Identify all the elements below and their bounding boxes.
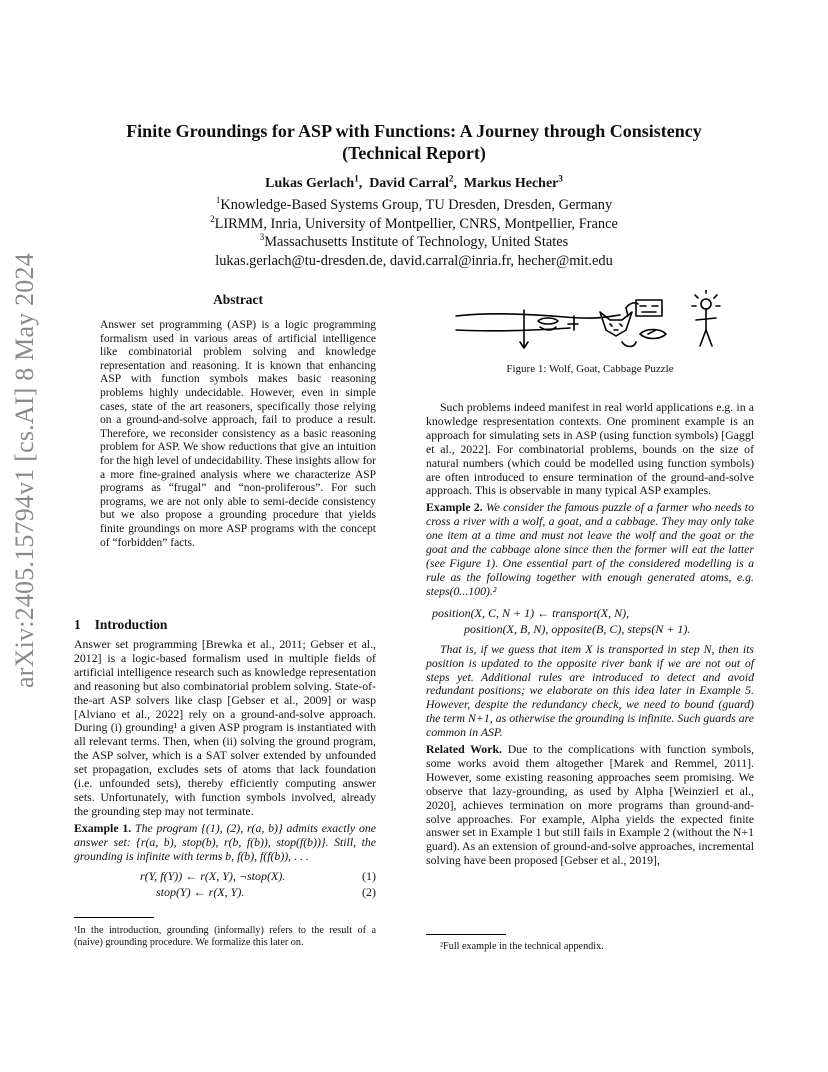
- right-paragraph: Such problems indeed manifest in real world applications e.g. in a knowledge respresentation contexts. One prominent example is an approach for simulating sets in ASP (using function symbols) [Gaggl et al., 2022]. For combinatorial problems, bounds on the size of natural numbers (which could be modelled using function symbols) are often introduced to ensure termination of the ground-and-solve approach. This is observable in many typical ASP examples.: [426, 400, 754, 498]
- footnote-rule: [426, 934, 506, 935]
- example-1: [74, 822, 376, 864]
- author-list: Lukas Gerlach$^1$, David Carral$^2$, Markus Hecher$^3$: [265, 173, 563, 191]
- example-label: Example 1.: [74, 820, 132, 835]
- equation-3-line-1: position(X, C, N + 1) ← transport(X, N),: [432, 605, 630, 620]
- right-column: [426, 401, 754, 868]
- figure-1-caption: Figure 1: Wolf, Goat, Cabbage Puzzle: [506, 363, 674, 375]
- intro-paragraph: Answer set programming [Brewka et al., 2011; Gebser et al., 2012] is a logic-based formalism used in multiple fields of artificial intelligence research such as knowledge representation and reasoning but also combinatorial problem solving. State-of-the-art ASP solvers like clasp [Gebser et al., 2009] or wasp [Alviano et al., 2022] rely on a ground-and-solve approach. During (i) grounding¹ a given ASP program is instantiated with all relevant terms. Then, when (ii) solving the ground program, the ASP solver, which is a SAT solver extended by unfounded set propagation, excludes sets of atoms that lack foundation (i.e. unfounded sets), thereby efficiently computing answer sets. Unfortunately, with function symbols involved, already the grounding step may not terminate.: [74, 637, 376, 818]
- example-2-continued: That is, if we guess that item X is transported in step N, then its position is updated to the opposite river bank if we are not out of steps yet. Additional rules are introduced to detect and avoid redundant positions; we elaborate on this idea later in Example 5. However, despite the redundancy check, we need to bound (guard) the term N+1, as otherwise the grounding is infinite. Such guards are common in ASP.: [426, 641, 754, 740]
- figure-1-illustration: [450, 290, 750, 356]
- related-work-text: Due to the complications with function symbols, some works avoid them altogether [Marek and Remmel, 2011]. However, some existing reasoning approaches seem promising. We observe that lazy-grounding, as used by Alpha [Weinzierl et al., 2020], achieves termination on more programs than ground-and-solve approaches. For example, Alpha yields the expected finite answer set in Example 1 but still fails in Example 2 (without the N+1 guard). As an extension of ground-and-solve approaches, incremental solving have been proposed [Gebser et al., 2019],: [426, 742, 755, 868]
- related-work-paragraph: [426, 743, 754, 868]
- author-name: Markus Hecher: [463, 176, 559, 191]
- author-name: Lukas Gerlach: [265, 176, 355, 191]
- equation-1: r(Y, f(Y)) ← r(X, Y), ¬stop(X). (1): [140, 868, 376, 883]
- example-text: The program {(1), (2), r(a, b)} admits exactly one answer set: {r(a, b), stop(b), r(b, f(b)), stop(f(b))}. Still, the grounding is infinite with terms b, f(b), f(f(b)), . . .: [74, 820, 376, 863]
- affiliation: $^3$Massachusetts Institute of Technology, United States: [259, 232, 569, 250]
- affiliation: $^1$Knowledge-Based Systems Group, TU Dresden, Dresden, Germany: [215, 195, 613, 213]
- abstract-text: Answer set programming (ASP) is a logic programming formalism used in various areas of artificial intelligence like combinatorial problem solving and knowledge representation and reasoning. It is known that enhancing ASP with function symbols makes basic reasoning problems highly undecidable. However, even in simple cases, state of the art reasoners, specifically those relying on a ground-and-solve approach, fail to produce a result. Therefore, we reconsider consistency as a basic reasoning problem for ASP. We show reductions that give an intuition for the high level of undecidability. These insights allow for a more fine-grained analysis where we characterize ASP programs as “frugal” and “non-proliferous”. For such programs, we are not only able to semi-decide consistency but we also propose a grounding procedure that yields finite groundings on more ASP programs with the concept of “forbidden” facts.: [100, 319, 376, 549]
- river-line: [456, 314, 620, 318]
- farmer-head: [538, 318, 558, 324]
- arxiv-stamp: arXiv:2405.15794v1 [cs.AI] 8 May 2024: [10, 253, 39, 688]
- related-work-label: Related Work.: [426, 742, 502, 757]
- goat-icon: [636, 300, 662, 316]
- equation-2: stop(Y) ← r(X, Y). (2): [156, 884, 376, 899]
- example-2: [426, 501, 754, 598]
- footnote-2: ²Full example in the technical appendix.: [440, 941, 604, 952]
- abstract-heading: Abstract: [213, 292, 263, 307]
- paper-title: [60, 120, 768, 164]
- author-emails: lukas.gerlach@tu-dresden.de, david.carral@inria.fr, hecher@mit.edu: [215, 252, 613, 269]
- person-head: [701, 299, 711, 309]
- section-heading-introduction: [74, 617, 181, 633]
- equation-3-line-2: position(X, B, N), opposite(B, C), steps(N + 1).: [464, 621, 691, 636]
- author-name: David Carral: [369, 176, 449, 191]
- title-line-1: Finite Groundings for ASP with Functions: A Journey through Consistency: [126, 121, 702, 141]
- affiliations: [0, 196, 828, 270]
- footnote-1: ¹In the introduction, grounding (informally) refers to the result of a (naive) grounding procedure. We formalize this later on.: [74, 925, 376, 948]
- section-number: 1: [74, 617, 81, 632]
- example-text: We consider the famous puzzle of a farmer who needs to cross a river with a wolf, a goat, and a cabbage. They may only take one item at a time and must not leave the wolf and the goat or the goat and the cabbage alone since then the former will eat the latter (see Figure 1). One essential part of the considered modelling is a rule as the following together with enough generated atoms, e.g. steps(0...100).²: [426, 500, 754, 598]
- left-column: [74, 638, 376, 900]
- affiliation: $^2$LIRMM, Inria, University of Montpellier, CNRS, Montpellier, France: [210, 213, 618, 232]
- section-title: Introduction: [94, 617, 168, 632]
- example-label: Example 2.: [426, 500, 483, 515]
- footnote-rule: [74, 917, 154, 918]
- title-line-2: (Technical Report): [342, 143, 486, 163]
